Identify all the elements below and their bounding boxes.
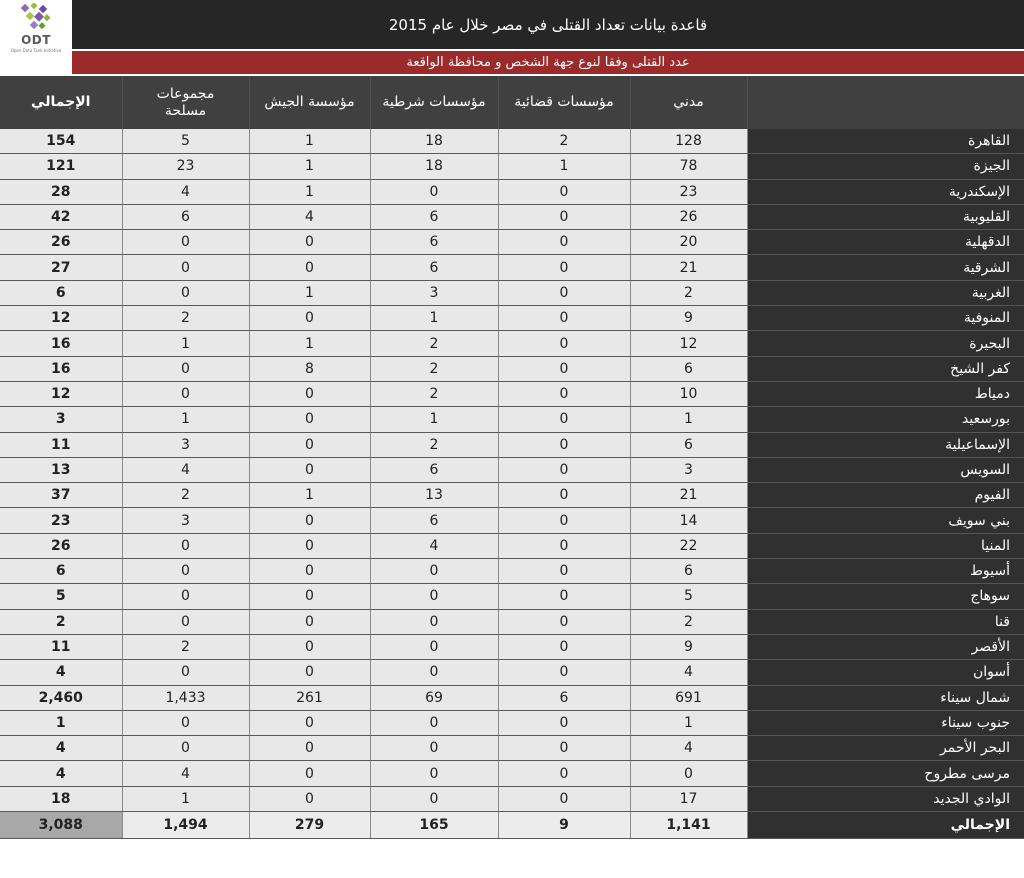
cell-judicial: 0 xyxy=(498,230,630,255)
cell-gov: السويس xyxy=(747,457,1024,482)
cell-civilian: 14 xyxy=(630,508,747,533)
cell-civilian: 20 xyxy=(630,230,747,255)
cell-civilian: 1,141 xyxy=(630,812,747,839)
cell-police: 0 xyxy=(370,559,498,584)
cell-army: 0 xyxy=(249,736,370,761)
cell-police: 1 xyxy=(370,306,498,331)
cell-gov: المنوفية xyxy=(747,306,1024,331)
cell-gov: شمال سيناء xyxy=(747,685,1024,710)
cell-total: 28 xyxy=(0,179,122,204)
cell-total: 13 xyxy=(0,457,122,482)
table-row xyxy=(0,710,1024,735)
cell-police: 2 xyxy=(370,331,498,356)
cell-judicial: 0 xyxy=(498,407,630,432)
cell-total: 12 xyxy=(0,306,122,331)
cell-police: 4 xyxy=(370,533,498,558)
table-row xyxy=(0,786,1024,811)
cell-army: 0 xyxy=(249,306,370,331)
header-total: الإجمالي xyxy=(0,76,122,129)
odt-logo-icon xyxy=(18,3,54,33)
cell-police: 18 xyxy=(370,154,498,179)
cell-civilian: 17 xyxy=(630,786,747,811)
cell-judicial: 0 xyxy=(498,356,630,381)
header-police: مؤسسات شرطية xyxy=(370,76,498,129)
table-row xyxy=(0,356,1024,381)
cell-army: 8 xyxy=(249,356,370,381)
cell-police: 2 xyxy=(370,381,498,406)
table-row xyxy=(0,457,1024,482)
cell-army: 0 xyxy=(249,407,370,432)
cell-police: 0 xyxy=(370,634,498,659)
cell-total: 6 xyxy=(0,559,122,584)
cell-civilian: 21 xyxy=(630,483,747,508)
cell-gov: الوادي الجديد xyxy=(747,786,1024,811)
header-governorate xyxy=(747,76,1024,129)
cell-civilian: 2 xyxy=(630,280,747,305)
cell-army: 0 xyxy=(249,230,370,255)
odt-logo xyxy=(0,0,72,57)
cell-army: 1 xyxy=(249,179,370,204)
cell-police: 6 xyxy=(370,255,498,280)
table-body xyxy=(0,129,1024,839)
cell-gov: القليوبية xyxy=(747,204,1024,229)
cell-army: 0 xyxy=(249,533,370,558)
table-row xyxy=(0,154,1024,179)
cell-judicial: 0 xyxy=(498,483,630,508)
cell-army: 0 xyxy=(249,559,370,584)
table-row xyxy=(0,381,1024,406)
cell-armed-groups: 4 xyxy=(122,457,249,482)
cell-army: 1 xyxy=(249,154,370,179)
cell-judicial: 0 xyxy=(498,508,630,533)
cell-police: 69 xyxy=(370,685,498,710)
cell-total: 12 xyxy=(0,381,122,406)
cell-police: 6 xyxy=(370,457,498,482)
cell-gov: الفيوم xyxy=(747,483,1024,508)
cell-civilian: 0 xyxy=(630,761,747,786)
cell-judicial: 9 xyxy=(498,812,630,839)
cell-armed-groups: 0 xyxy=(122,255,249,280)
cell-gov: المنيا xyxy=(747,533,1024,558)
cell-total: 2 xyxy=(0,609,122,634)
cell-gov: كفر الشيخ xyxy=(747,356,1024,381)
casualties-table xyxy=(0,76,1024,839)
cell-civilian: 5 xyxy=(630,584,747,609)
cell-civilian: 2 xyxy=(630,609,747,634)
cell-armed-groups: 0 xyxy=(122,356,249,381)
cell-armed-groups: 3 xyxy=(122,508,249,533)
header-judicial: مؤسسات قضائية xyxy=(498,76,630,129)
cell-gov: الشرقية xyxy=(747,255,1024,280)
cell-civilian: 9 xyxy=(630,634,747,659)
cell-police: 0 xyxy=(370,761,498,786)
page-title xyxy=(72,0,1024,49)
cell-gov: الإجمالي xyxy=(747,812,1024,839)
table-row xyxy=(0,559,1024,584)
cell-total: 16 xyxy=(0,331,122,356)
cell-total: 4 xyxy=(0,660,122,685)
cell-police: 0 xyxy=(370,584,498,609)
cell-judicial: 0 xyxy=(498,559,630,584)
table-row xyxy=(0,255,1024,280)
cell-civilian: 1 xyxy=(630,710,747,735)
cell-police: 3 xyxy=(370,280,498,305)
cell-total: 154 xyxy=(0,129,122,154)
cell-army: 0 xyxy=(249,381,370,406)
table-row xyxy=(0,761,1024,786)
cell-army: 1 xyxy=(249,280,370,305)
cell-army: 1 xyxy=(249,483,370,508)
cell-judicial: 0 xyxy=(498,381,630,406)
table-row xyxy=(0,685,1024,710)
cell-gov: بني سويف xyxy=(747,508,1024,533)
cell-judicial: 0 xyxy=(498,634,630,659)
cell-armed-groups: 1,433 xyxy=(122,685,249,710)
cell-civilian: 691 xyxy=(630,685,747,710)
table-row xyxy=(0,508,1024,533)
cell-total: 11 xyxy=(0,432,122,457)
cell-gov: الدقهلية xyxy=(747,230,1024,255)
cell-judicial: 2 xyxy=(498,129,630,154)
cell-civilian: 10 xyxy=(630,381,747,406)
cell-army: 0 xyxy=(249,255,370,280)
cell-army: 4 xyxy=(249,204,370,229)
cell-civilian: 26 xyxy=(630,204,747,229)
cell-army: 261 xyxy=(249,685,370,710)
cell-total: 121 xyxy=(0,154,122,179)
cell-gov: الإسكندرية xyxy=(747,179,1024,204)
cell-army: 0 xyxy=(249,609,370,634)
cell-judicial: 0 xyxy=(498,179,630,204)
table-row xyxy=(0,584,1024,609)
cell-police: 0 xyxy=(370,609,498,634)
table-header-row xyxy=(0,76,1024,129)
cell-total: 3 xyxy=(0,407,122,432)
cell-army: 0 xyxy=(249,634,370,659)
cell-police: 0 xyxy=(370,710,498,735)
cell-gov: جنوب سيناء xyxy=(747,710,1024,735)
cell-police: 0 xyxy=(370,660,498,685)
cell-gov: أسوان xyxy=(747,660,1024,685)
cell-army: 0 xyxy=(249,786,370,811)
cell-judicial: 0 xyxy=(498,710,630,735)
cell-gov: أسيوط xyxy=(747,559,1024,584)
cell-army: 0 xyxy=(249,584,370,609)
cell-judicial: 0 xyxy=(498,457,630,482)
cell-judicial: 0 xyxy=(498,533,630,558)
table-totals-row xyxy=(0,812,1024,839)
table-row xyxy=(0,432,1024,457)
cell-armed-groups: 5 xyxy=(122,129,249,154)
cell-total: 23 xyxy=(0,508,122,533)
header-army: مؤسسة الجيش xyxy=(249,76,370,129)
cell-police: 6 xyxy=(370,230,498,255)
cell-army: 279 xyxy=(249,812,370,839)
cell-total: 11 xyxy=(0,634,122,659)
cell-armed-groups: 1 xyxy=(122,331,249,356)
cell-civilian: 4 xyxy=(630,660,747,685)
cell-army: 0 xyxy=(249,660,370,685)
cell-police: 2 xyxy=(370,432,498,457)
logo-text: ODT xyxy=(21,33,51,47)
cell-gov: البحيرة xyxy=(747,331,1024,356)
table-row xyxy=(0,609,1024,634)
cell-total: 3,088 xyxy=(0,812,122,839)
cell-army: 0 xyxy=(249,508,370,533)
cell-armed-groups: 0 xyxy=(122,559,249,584)
cell-gov: دمياط xyxy=(747,381,1024,406)
table-row xyxy=(0,736,1024,761)
cell-armed-groups: 2 xyxy=(122,306,249,331)
cell-gov: سوهاج xyxy=(747,584,1024,609)
cell-total: 5 xyxy=(0,584,122,609)
cell-gov: الجيزة xyxy=(747,154,1024,179)
logo-tagline: Open Data Tank Initiative xyxy=(10,48,62,53)
cell-civilian: 21 xyxy=(630,255,747,280)
cell-police: 1 xyxy=(370,407,498,432)
table-row xyxy=(0,483,1024,508)
cell-armed-groups: 1,494 xyxy=(122,812,249,839)
cell-gov: الأقصر xyxy=(747,634,1024,659)
cell-gov: بورسعيد xyxy=(747,407,1024,432)
cell-armed-groups: 0 xyxy=(122,710,249,735)
table-row xyxy=(0,533,1024,558)
cell-judicial: 0 xyxy=(498,306,630,331)
cell-judicial: 0 xyxy=(498,584,630,609)
cell-civilian: 6 xyxy=(630,559,747,584)
cell-civilian: 128 xyxy=(630,129,747,154)
page-subtitle-text: عدد القتلى وفقا لنوع جهة الشخص و محافظة الواقعة xyxy=(406,55,690,70)
table-row xyxy=(0,230,1024,255)
cell-armed-groups: 6 xyxy=(122,204,249,229)
cell-total: 2,460 xyxy=(0,685,122,710)
cell-armed-groups: 23 xyxy=(122,154,249,179)
cell-army: 0 xyxy=(249,761,370,786)
cell-armed-groups: 3 xyxy=(122,432,249,457)
cell-total: 6 xyxy=(0,280,122,305)
cell-judicial: 0 xyxy=(498,736,630,761)
cell-civilian: 12 xyxy=(630,331,747,356)
cell-judicial: 0 xyxy=(498,204,630,229)
cell-total: 27 xyxy=(0,255,122,280)
cell-total: 42 xyxy=(0,204,122,229)
cell-police: 6 xyxy=(370,204,498,229)
cell-civilian: 1 xyxy=(630,407,747,432)
cell-gov: مرسى مطروح xyxy=(747,761,1024,786)
cell-armed-groups: 0 xyxy=(122,660,249,685)
table-row xyxy=(0,306,1024,331)
cell-judicial: 0 xyxy=(498,609,630,634)
cell-armed-groups: 1 xyxy=(122,786,249,811)
cell-army: 0 xyxy=(249,710,370,735)
cell-judicial: 0 xyxy=(498,761,630,786)
page-subtitle xyxy=(72,51,1024,74)
cell-armed-groups: 4 xyxy=(122,179,249,204)
cell-police: 6 xyxy=(370,508,498,533)
cell-civilian: 9 xyxy=(630,306,747,331)
cell-civilian: 6 xyxy=(630,356,747,381)
table-row xyxy=(0,407,1024,432)
cell-armed-groups: 0 xyxy=(122,736,249,761)
cell-armed-groups: 0 xyxy=(122,230,249,255)
cell-civilian: 22 xyxy=(630,533,747,558)
cell-judicial: 0 xyxy=(498,280,630,305)
cell-total: 37 xyxy=(0,483,122,508)
cell-armed-groups: 0 xyxy=(122,609,249,634)
cell-armed-groups: 2 xyxy=(122,634,249,659)
cell-judicial: 0 xyxy=(498,660,630,685)
cell-total: 26 xyxy=(0,230,122,255)
header-armed-groups-label: مجموعات مسلحة xyxy=(156,85,215,119)
cell-police: 0 xyxy=(370,736,498,761)
header-armed-groups xyxy=(122,76,249,129)
cell-police: 165 xyxy=(370,812,498,839)
cell-police: 13 xyxy=(370,483,498,508)
cell-total: 18 xyxy=(0,786,122,811)
cell-judicial: 0 xyxy=(498,432,630,457)
cell-civilian: 23 xyxy=(630,179,747,204)
cell-armed-groups: 0 xyxy=(122,584,249,609)
cell-civilian: 6 xyxy=(630,432,747,457)
cell-armed-groups: 4 xyxy=(122,761,249,786)
header-civilian: مدني xyxy=(630,76,747,129)
cell-gov: القاهرة xyxy=(747,129,1024,154)
cell-police: 0 xyxy=(370,179,498,204)
cell-judicial: 1 xyxy=(498,154,630,179)
cell-armed-groups: 2 xyxy=(122,483,249,508)
cell-armed-groups: 1 xyxy=(122,407,249,432)
cell-judicial: 0 xyxy=(498,255,630,280)
cell-judicial: 0 xyxy=(498,786,630,811)
cell-total: 26 xyxy=(0,533,122,558)
table-row xyxy=(0,129,1024,154)
cell-armed-groups: 0 xyxy=(122,381,249,406)
cell-police: 0 xyxy=(370,786,498,811)
cell-total: 16 xyxy=(0,356,122,381)
cell-gov: الإسماعيلية xyxy=(747,432,1024,457)
cell-army: 1 xyxy=(249,129,370,154)
cell-civilian: 3 xyxy=(630,457,747,482)
cell-armed-groups: 0 xyxy=(122,533,249,558)
table-row xyxy=(0,660,1024,685)
cell-judicial: 0 xyxy=(498,331,630,356)
cell-civilian: 78 xyxy=(630,154,747,179)
cell-total: 1 xyxy=(0,710,122,735)
cell-civilian: 4 xyxy=(630,736,747,761)
cell-gov: قنا xyxy=(747,609,1024,634)
cell-police: 18 xyxy=(370,129,498,154)
cell-army: 0 xyxy=(249,432,370,457)
cell-army: 0 xyxy=(249,457,370,482)
cell-police: 2 xyxy=(370,356,498,381)
cell-army: 1 xyxy=(249,331,370,356)
cell-gov: البحر الأحمر xyxy=(747,736,1024,761)
cell-total: 4 xyxy=(0,736,122,761)
table-row xyxy=(0,280,1024,305)
table-row xyxy=(0,331,1024,356)
cell-judicial: 6 xyxy=(498,685,630,710)
page-title-text: قاعدة بيانات تعداد القتلى في مصر خلال عام 2015 xyxy=(388,15,708,34)
table-row xyxy=(0,634,1024,659)
table-row xyxy=(0,179,1024,204)
cell-armed-groups: 0 xyxy=(122,280,249,305)
cell-total: 4 xyxy=(0,761,122,786)
table-row xyxy=(0,204,1024,229)
cell-gov: الغربية xyxy=(747,280,1024,305)
